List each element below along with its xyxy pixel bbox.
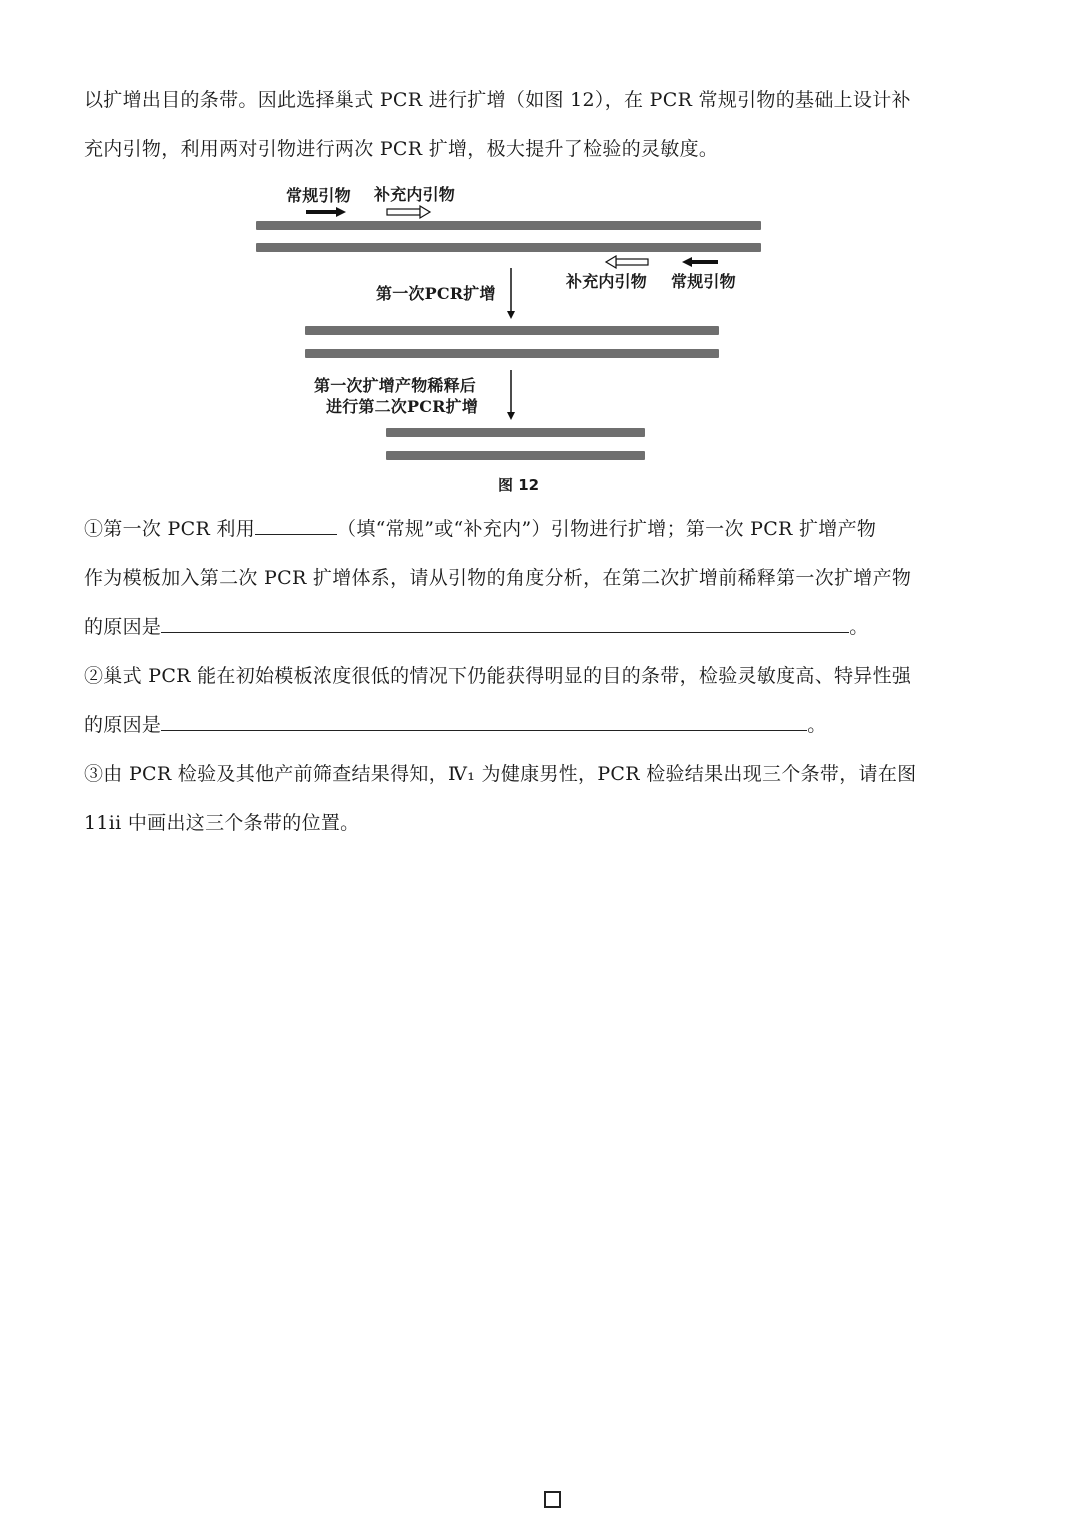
question-2-line-2 <box>84 711 974 739</box>
step2-down-arrow <box>507 370 515 420</box>
paragraph-line-1: 以扩增出目的条带。因此选择巢式 PCR 进行扩增（如图 12），在 PCR 常规引物的基础上设计补 <box>84 89 911 111</box>
question-3-line-1: ③由 PCR 检验及其他产前筛查结果得知，Ⅳ₁ 为健康男性，PCR 检验结果出现三个条带，请在图 <box>84 763 917 785</box>
top-regular-primer-label: 常规引物 <box>286 186 351 205</box>
second-product-strand-top <box>386 428 645 437</box>
answer-blank-3[interactable] <box>161 712 807 731</box>
step1-down-arrow <box>507 268 515 319</box>
top-regular-primer-arrow <box>306 207 346 217</box>
step1-label: 第一次PCR扩增 <box>376 284 496 303</box>
bottom-regular-primer-arrow <box>682 257 718 267</box>
figure-caption: 图 12 <box>498 476 540 494</box>
question-1-end: 。 <box>849 616 869 638</box>
question-1-line-2: 作为模板加入第二次 PCR 扩增体系，请从引物的角度分析，在第二次扩增前稀释第一次扩增产物 <box>84 567 912 589</box>
template-strand-top <box>256 221 761 230</box>
question-1-text-b: （填“常规”或“补充内”）引物进行扩增；第一次 PCR 扩增产物 <box>337 518 877 540</box>
question-1-text-a: ①第一次 PCR 利用 <box>84 518 256 540</box>
bottom-checkbox-icon[interactable] <box>544 1491 561 1508</box>
template-strand-bottom <box>256 243 761 252</box>
question-3-line-2: 11ii 中画出这三个条带的位置。 <box>84 812 360 834</box>
first-product-strand-top <box>305 326 719 335</box>
answer-blank-1[interactable] <box>255 516 337 535</box>
top-inner-primer-arrow <box>387 206 430 218</box>
bottom-inner-primer-label: 补充内引物 <box>566 272 648 291</box>
question-2-line-1: ②巢式 PCR 能在初始模板浓度很低的情况下仍能获得明显的目的条带，检验灵敏度高、特异性强 <box>84 665 912 687</box>
nested-pcr-figure <box>250 180 770 500</box>
bottom-regular-primer-label: 常规引物 <box>671 272 736 291</box>
top-inner-primer-label: 补充内引物 <box>374 185 456 204</box>
question-1-line-1 <box>84 515 974 543</box>
step2-label-line2: 进行第二次PCR扩增 <box>326 397 479 416</box>
step2-label-line1: 第一次扩增产物稀释后 <box>314 376 477 395</box>
first-product-strand-bottom <box>305 349 719 358</box>
paragraph-line-2: 充内引物，利用两对引物进行两次 PCR 扩增，极大提升了检验的灵敏度。 <box>84 138 719 160</box>
question-2-reason-prefix: 的原因是 <box>84 714 162 736</box>
second-product-strand-bottom <box>386 451 645 460</box>
question-2-end: 。 <box>807 714 827 736</box>
question-1-reason-prefix: 的原因是 <box>84 616 162 638</box>
answer-blank-2[interactable] <box>161 614 849 633</box>
question-1-line-3 <box>84 613 974 641</box>
bottom-inner-primer-arrow <box>606 256 648 268</box>
